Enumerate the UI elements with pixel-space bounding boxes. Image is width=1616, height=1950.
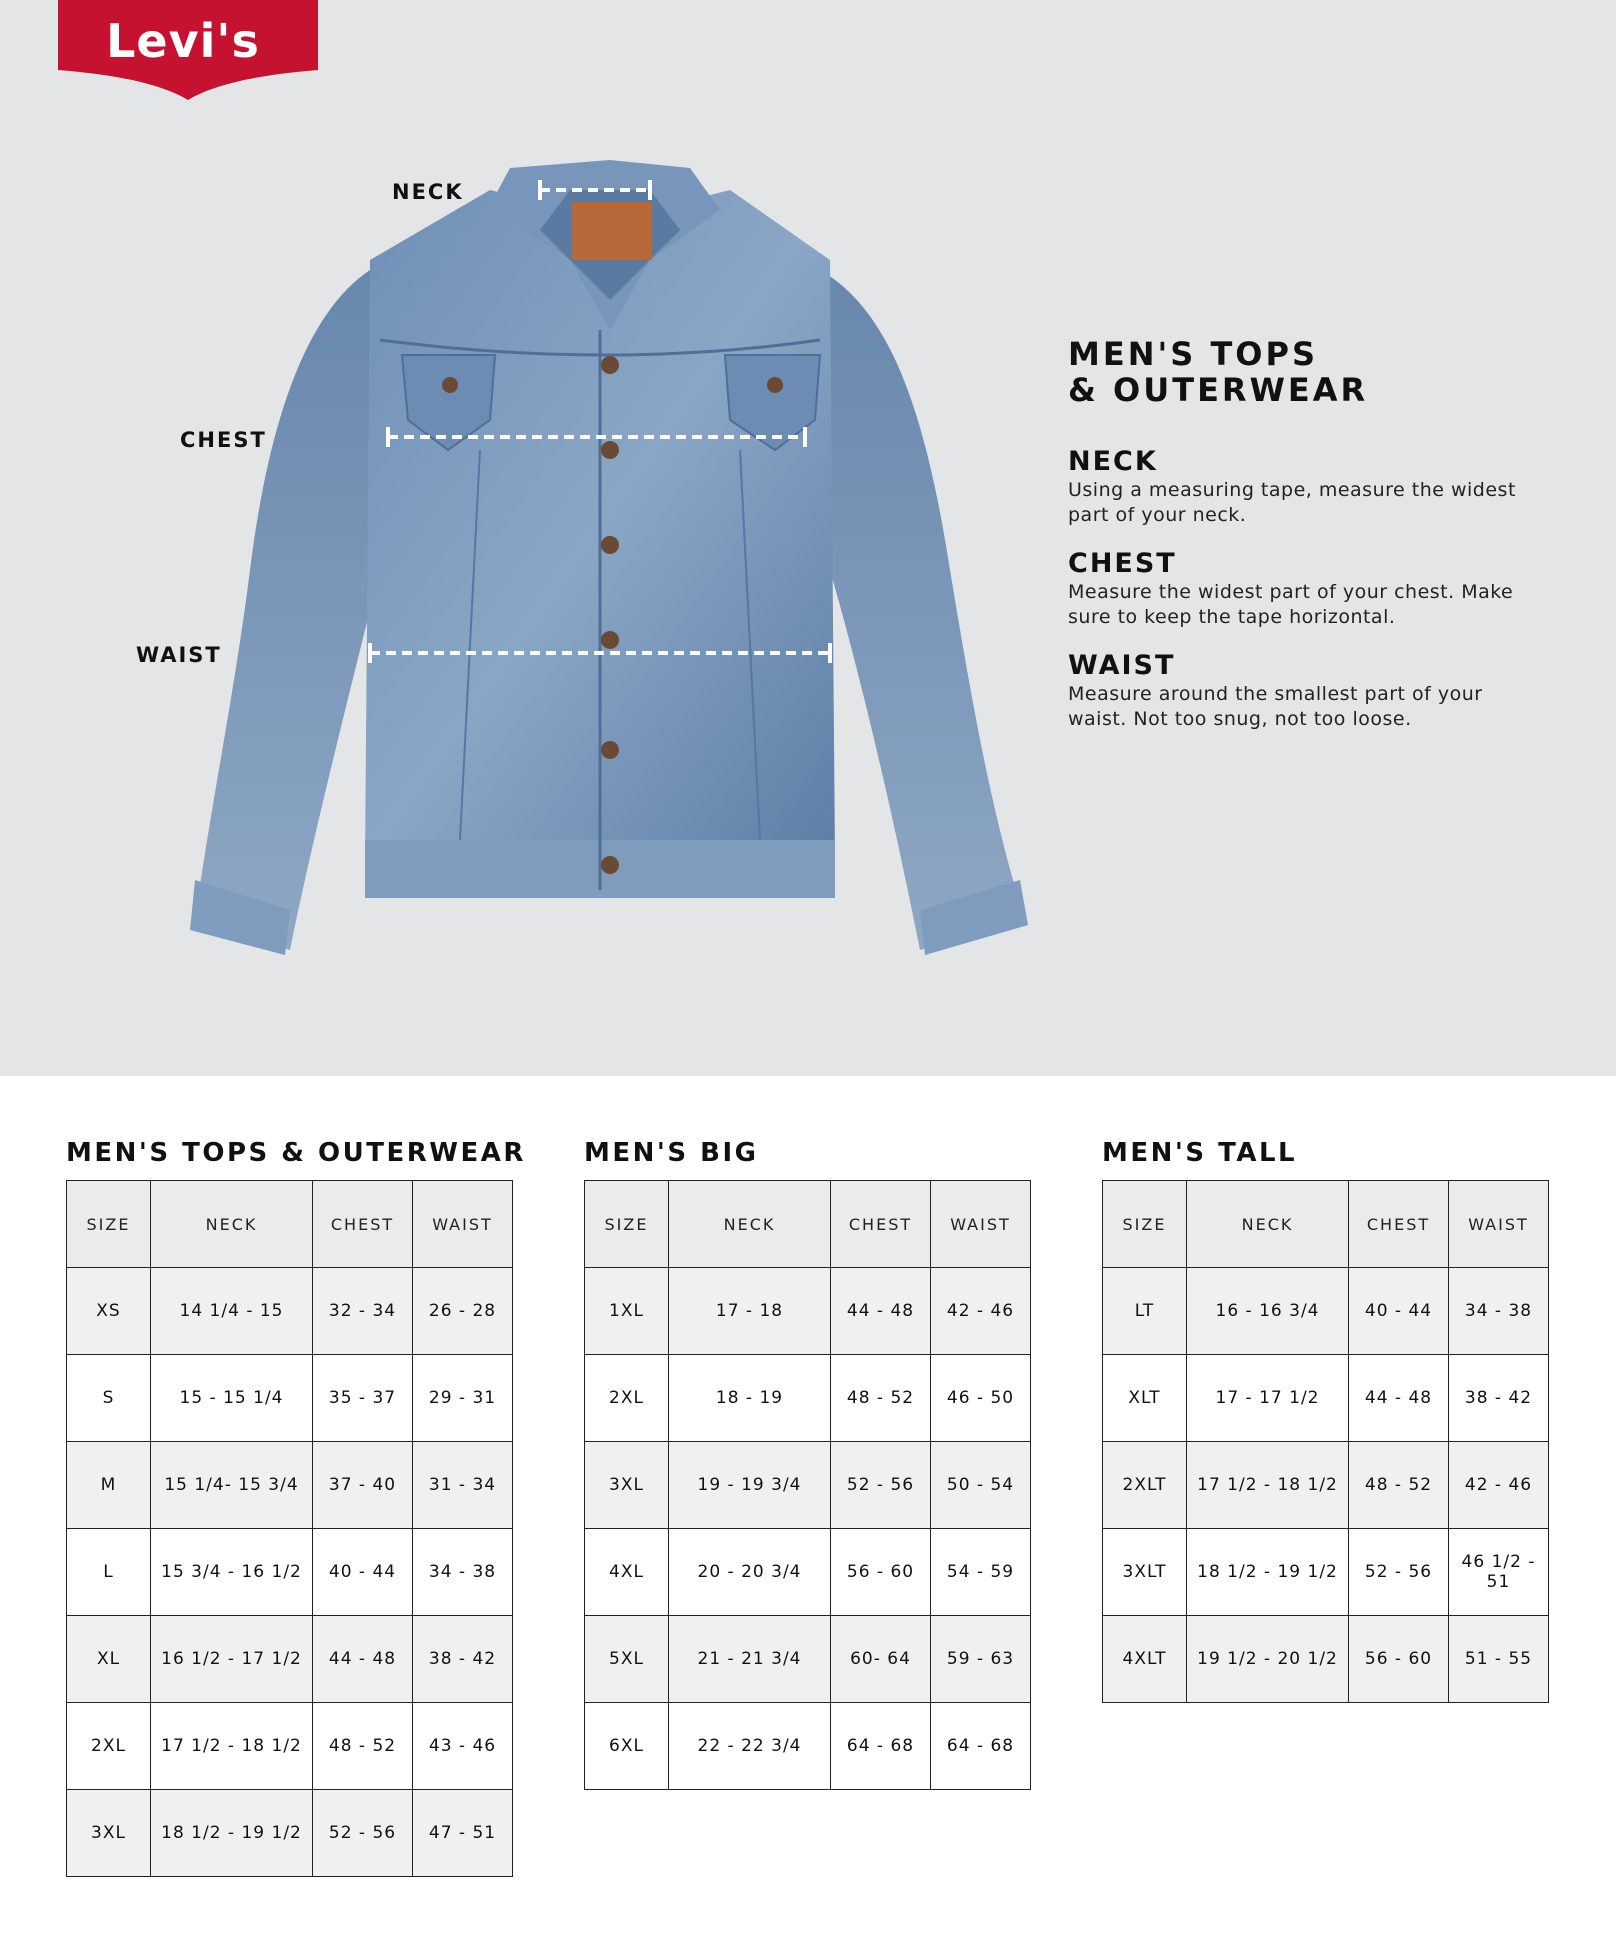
chest-label: CHEST	[180, 428, 267, 452]
table-cell-neck: 17 - 17 1/2	[1187, 1355, 1349, 1442]
table-cell-chest: 64 - 68	[831, 1703, 931, 1790]
table-cell-size: 2XL	[67, 1703, 151, 1790]
table-cell-waist: 34 - 38	[413, 1529, 513, 1616]
table-cell-size: L	[67, 1529, 151, 1616]
table-cell-neck: 18 - 19	[669, 1355, 831, 1442]
table-cell-waist: 38 - 42	[1449, 1355, 1549, 1442]
table-cell-size: XLT	[1103, 1355, 1187, 1442]
table-cell-size: XL	[67, 1616, 151, 1703]
table-row	[1103, 1616, 1549, 1703]
table-row	[585, 1703, 1031, 1790]
guide-chest-text: Measure the widest part of your chest. Make sure to keep the tape horizontal.	[1068, 581, 1514, 628]
table-cell-neck: 19 1/2 - 20 1/2	[1187, 1616, 1349, 1703]
table-cell-size: 4XL	[585, 1529, 669, 1616]
table-cell-size: M	[67, 1442, 151, 1529]
table-cell-size: S	[67, 1355, 151, 1442]
table-cell-chest: 35 - 37	[313, 1355, 413, 1442]
table-row	[67, 1616, 513, 1703]
waist-label: WAIST	[136, 643, 222, 667]
table-cell-chest: 48 - 52	[1349, 1442, 1449, 1529]
table-cell-size: 5XL	[585, 1616, 669, 1703]
table-cell-waist: 26 - 28	[413, 1268, 513, 1355]
table-cell-chest: 52 - 56	[313, 1790, 413, 1877]
table-cell-waist: 29 - 31	[413, 1355, 513, 1442]
column-header-chest: CHEST	[313, 1181, 413, 1268]
size-table	[1102, 1180, 1549, 1703]
denim-jacket-illustration	[180, 150, 1040, 970]
guide-neck-text: Using a measuring tape, measure the widest part of your neck.	[1068, 479, 1516, 526]
table-cell-chest: 52 - 56	[831, 1442, 931, 1529]
table-cell-chest: 44 - 48	[313, 1616, 413, 1703]
table-row	[67, 1703, 513, 1790]
table-row	[585, 1442, 1031, 1529]
table-cell-waist: 59 - 63	[931, 1616, 1031, 1703]
table-cell-chest: 56 - 60	[1349, 1616, 1449, 1703]
table-cell-chest: 40 - 44	[1349, 1268, 1449, 1355]
table-cell-neck: 15 3/4 - 16 1/2	[151, 1529, 313, 1616]
table-cell-waist: 34 - 38	[1449, 1268, 1549, 1355]
table-cell-size: 3XLT	[1103, 1529, 1187, 1616]
table-cell-chest: 56 - 60	[831, 1529, 931, 1616]
table-cell-neck: 17 1/2 - 18 1/2	[151, 1703, 313, 1790]
table-cell-chest: 48 - 52	[313, 1703, 413, 1790]
table-header-row	[585, 1181, 1031, 1268]
table-cell-size: 2XL	[585, 1355, 669, 1442]
table-cell-chest: 37 - 40	[313, 1442, 413, 1529]
table-title: MEN'S BIG	[584, 1138, 759, 1168]
table-row	[585, 1355, 1031, 1442]
guide-waist-text: Measure around the smallest part of your waist. Not too snug, not too loose.	[1068, 683, 1483, 730]
column-header-neck: NECK	[151, 1181, 313, 1268]
table-row	[67, 1355, 513, 1442]
guide-title: MEN'S TOPS & OUTERWEAR	[1068, 335, 1369, 409]
table-cell-size: 3XL	[585, 1442, 669, 1529]
column-header-neck: NECK	[669, 1181, 831, 1268]
table-cell-size: LT	[1103, 1268, 1187, 1355]
column-header-chest: CHEST	[831, 1181, 931, 1268]
neck-label: NECK	[392, 180, 464, 204]
table-cell-neck: 17 1/2 - 18 1/2	[1187, 1442, 1349, 1529]
table-cell-chest: 32 - 34	[313, 1268, 413, 1355]
table-cell-waist: 46 1/2 - 51	[1449, 1529, 1549, 1616]
table-cell-chest: 60- 64	[831, 1616, 931, 1703]
table-cell-waist: 42 - 46	[931, 1268, 1031, 1355]
table-title: MEN'S TOPS & OUTERWEAR	[66, 1138, 526, 1168]
table-cell-waist: 38 - 42	[413, 1616, 513, 1703]
measuring-guide	[1068, 336, 1528, 752]
table-title: MEN'S TALL	[1102, 1138, 1298, 1168]
table-cell-waist: 46 - 50	[931, 1355, 1031, 1442]
column-header-neck: NECK	[1187, 1181, 1349, 1268]
table-row	[67, 1442, 513, 1529]
table-row	[67, 1790, 513, 1877]
table-row	[585, 1616, 1031, 1703]
column-header-waist: WAIST	[413, 1181, 513, 1268]
table-cell-neck: 21 - 21 3/4	[669, 1616, 831, 1703]
table-cell-waist: 64 - 68	[931, 1703, 1031, 1790]
table-cell-waist: 51 - 55	[1449, 1616, 1549, 1703]
table-cell-chest: 52 - 56	[1349, 1529, 1449, 1616]
table-cell-size: 2XLT	[1103, 1442, 1187, 1529]
table-cell-neck: 18 1/2 - 19 1/2	[1187, 1529, 1349, 1616]
table-cell-chest: 40 - 44	[313, 1529, 413, 1616]
column-header-size: SIZE	[1103, 1181, 1187, 1268]
column-header-size: SIZE	[67, 1181, 151, 1268]
table-cell-neck: 20 - 20 3/4	[669, 1529, 831, 1616]
table-cell-size: 4XLT	[1103, 1616, 1187, 1703]
table-cell-waist: 42 - 46	[1449, 1442, 1549, 1529]
table-cell-size: 1XL	[585, 1268, 669, 1355]
table-cell-waist: 47 - 51	[413, 1790, 513, 1877]
table-cell-chest: 44 - 48	[1349, 1355, 1449, 1442]
table-row	[67, 1268, 513, 1355]
table-cell-waist: 43 - 46	[413, 1703, 513, 1790]
table-cell-size: 3XL	[67, 1790, 151, 1877]
table-cell-chest: 44 - 48	[831, 1268, 931, 1355]
table-row	[585, 1268, 1031, 1355]
table-cell-neck: 22 - 22 3/4	[669, 1703, 831, 1790]
table-cell-size: 6XL	[585, 1703, 669, 1790]
guide-chest-heading: CHEST	[1068, 548, 1177, 579]
table-cell-size: XS	[67, 1268, 151, 1355]
table-row	[1103, 1529, 1549, 1616]
column-header-size: SIZE	[585, 1181, 669, 1268]
table-row	[67, 1529, 513, 1616]
column-header-waist: WAIST	[931, 1181, 1031, 1268]
guide-neck-heading: NECK	[1068, 446, 1158, 477]
table-header-row	[1103, 1181, 1549, 1268]
table-cell-neck: 16 - 16 3/4	[1187, 1268, 1349, 1355]
big-table-block	[584, 1138, 1030, 1790]
table-cell-waist: 54 - 59	[931, 1529, 1031, 1616]
tops-outerwear-table-block	[66, 1138, 526, 1877]
size-table	[584, 1180, 1031, 1790]
tall-table-block	[1102, 1138, 1548, 1703]
table-row	[1103, 1268, 1549, 1355]
logo-wordmark: Levi's	[106, 14, 260, 68]
column-header-waist: WAIST	[1449, 1181, 1549, 1268]
table-cell-neck: 16 1/2 - 17 1/2	[151, 1616, 313, 1703]
guide-waist-heading: WAIST	[1068, 650, 1176, 681]
registered-mark-icon	[270, 0, 300, 24]
table-cell-neck: 18 1/2 - 19 1/2	[151, 1790, 313, 1877]
table-cell-neck: 15 1/4- 15 3/4	[151, 1442, 313, 1529]
table-cell-neck: 14 1/4 - 15	[151, 1268, 313, 1355]
table-cell-waist: 50 - 54	[931, 1442, 1031, 1529]
table-cell-neck: 19 - 19 3/4	[669, 1442, 831, 1529]
table-header-row	[67, 1181, 513, 1268]
table-cell-neck: 15 - 15 1/4	[151, 1355, 313, 1442]
column-header-chest: CHEST	[1349, 1181, 1449, 1268]
table-row	[1103, 1355, 1549, 1442]
size-table	[66, 1180, 513, 1877]
table-cell-neck: 17 - 18	[669, 1268, 831, 1355]
table-row	[585, 1529, 1031, 1616]
table-cell-waist: 31 - 34	[413, 1442, 513, 1529]
table-row	[1103, 1442, 1549, 1529]
table-cell-chest: 48 - 52	[831, 1355, 931, 1442]
